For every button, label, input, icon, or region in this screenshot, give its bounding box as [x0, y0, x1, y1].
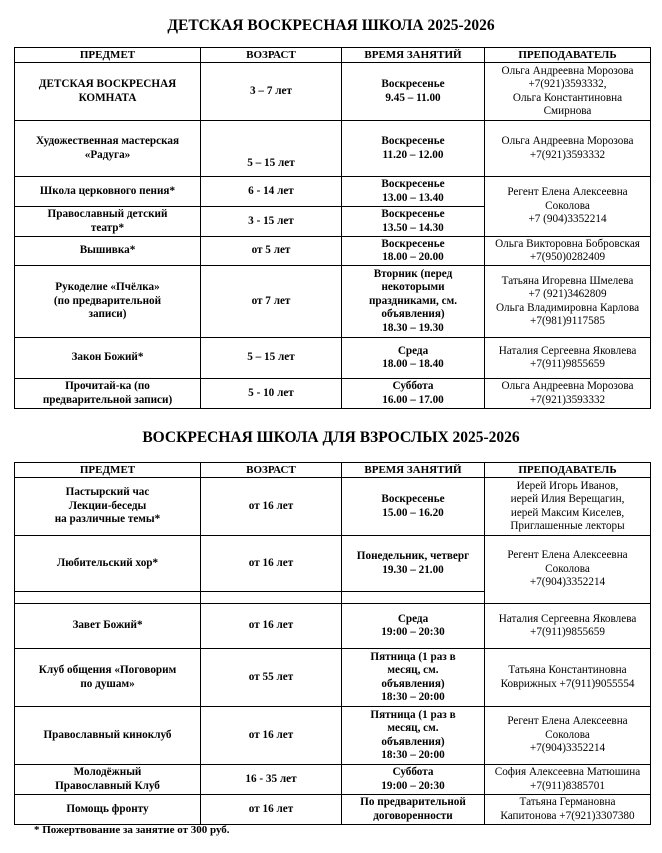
table-row	[15, 649, 651, 707]
teacher-cell: Татьяна Константиновна Коврижных +7(911)9055554	[485, 649, 651, 707]
header-time: ВРЕМЯ ЗАНЯТИЙ	[342, 463, 485, 478]
age-cell: от 16 лет	[201, 795, 342, 825]
age-cell: от 16 лет	[201, 478, 342, 536]
empty-cell	[342, 592, 485, 604]
teacher-cell: Регент Елена Алексеевна Соколова +7(904)3352214	[485, 707, 651, 765]
time-cell: Среда 18.00 – 18.40	[342, 338, 485, 379]
table-row	[15, 707, 651, 765]
subject-cell: Пастырский час Лекции-беседы на различные темы*	[15, 478, 201, 536]
table-row	[15, 604, 651, 649]
subject-cell: Художественная мастерская «Радуга»	[15, 121, 201, 177]
table-row	[15, 765, 651, 795]
children-schedule-table	[14, 47, 651, 409]
teacher-cell: Татьяна Германовна Капитонова +7(921)3307380	[485, 795, 651, 825]
header-time: ВРЕМЯ ЗАНЯТИЙ	[342, 48, 485, 63]
age-cell: 5 - 10 лет	[201, 379, 342, 409]
table-header-row	[15, 463, 651, 478]
time-cell: Вторник (перед некоторыми праздниками, см. объявления) 18.30 – 19.30	[342, 266, 485, 338]
teacher-cell: Регент Елена Алексеевна Соколова +7 (904)3352214	[485, 177, 651, 237]
table-row	[15, 478, 651, 536]
age-cell: от 16 лет	[201, 707, 342, 765]
time-cell: Воскресенье 11.20 – 12.00	[342, 121, 485, 177]
header-teacher: ПРЕПОДАВАТЕЛЬ	[485, 463, 651, 478]
teacher-cell: Татьяна Игоревна Шмелева +7 (921)3462809 Ольга Владимировна Карлова +7(981)9117585	[485, 266, 651, 338]
table-row	[15, 121, 651, 177]
age-cell: 3 – 7 лет	[201, 63, 342, 121]
header-teacher: ПРЕПОДАВАТЕЛЬ	[485, 48, 651, 63]
teacher-cell: Регент Елена Алексеевна Соколова +7(904)3352214	[485, 536, 651, 604]
time-cell: Понедельник, четверг 19.30 – 21.00	[342, 536, 485, 592]
time-cell: Пятница (1 раз в месяц, см. объявления) 18:30 – 20:00	[342, 649, 485, 707]
subject-cell: Православный детский театр*	[15, 207, 201, 237]
time-cell: Суббота 16.00 – 17.00	[342, 379, 485, 409]
time-cell: Суббота 19:00 – 20:30	[342, 765, 485, 795]
subject-cell: Клуб общения «Поговорим по душам»	[15, 649, 201, 707]
age-cell: от 7 лет	[201, 266, 342, 338]
time-cell: Воскресенье 9.45 – 11.00	[342, 63, 485, 121]
header-subject: ПРЕДМЕТ	[15, 48, 201, 63]
table-row	[15, 536, 651, 592]
donation-footnote: * Пожертвование за занятие от 300 руб.	[34, 824, 230, 836]
adult-school-title: ВОСКРЕСНАЯ ШКОЛА ДЛЯ ВЗРОСЛЫХ 2025-2026	[142, 429, 520, 446]
table-row	[15, 338, 651, 379]
subject-cell: Помощь фронту	[15, 795, 201, 825]
age-cell: от 16 лет	[201, 536, 342, 592]
table-row	[15, 63, 651, 121]
subject-cell: ДЕТСКАЯ ВОСКРЕСНАЯ КОМНАТА	[15, 63, 201, 121]
subject-cell: Православный киноклуб	[15, 707, 201, 765]
subject-cell: Прочитай-ка (по предварительной записи)	[15, 379, 201, 409]
subject-cell: Рукоделие «Пчёлка» (по предварительной записи)	[15, 266, 201, 338]
age-cell: 5 – 15 лет	[201, 338, 342, 379]
adult-schedule-table	[14, 462, 651, 825]
teacher-cell: Ольга Андреевна Морозова +7(921)3593332, Ольга Константиновна Смирнова	[485, 63, 651, 121]
teacher-cell: Наталия Сергеевна Яковлева +7(911)9855659	[485, 338, 651, 379]
subject-cell: Школа церковного пения*	[15, 177, 201, 207]
time-cell: Воскресенье 13.00 – 13.40	[342, 177, 485, 207]
time-cell: Воскресенье 13.50 – 14.30	[342, 207, 485, 237]
time-cell: По предварительной договоренности	[342, 795, 485, 825]
age-cell: 16 - 35 лет	[201, 765, 342, 795]
age-cell: 5 – 15 лет	[201, 121, 342, 177]
age-cell: от 55 лет	[201, 649, 342, 707]
table-row	[15, 177, 651, 207]
teacher-cell: Ольга Викторовна Бобровская +7(950)0282409	[485, 237, 651, 266]
header-age: ВОЗРАСТ	[201, 48, 342, 63]
table-row	[15, 237, 651, 266]
children-school-title: ДЕТСКАЯ ВОСКРЕСНАЯ ШКОЛА 2025-2026	[167, 17, 495, 34]
table-row	[15, 795, 651, 825]
empty-cell	[201, 592, 342, 604]
age-cell: от 5 лет	[201, 237, 342, 266]
time-cell: Воскресенье 18.00 – 20.00	[342, 237, 485, 266]
age-cell: 3 - 15 лет	[201, 207, 342, 237]
table-row	[15, 379, 651, 409]
subject-cell: Молодёжный Православный Клуб	[15, 765, 201, 795]
subject-cell: Вышивка*	[15, 237, 201, 266]
teacher-cell: Наталия Сергеевна Яковлева +7(911)9855659	[485, 604, 651, 649]
teacher-cell: Иерей Игорь Иванов, иерей Илия Верещагин, иерей Максим Киселев, Приглашенные лекторы	[485, 478, 651, 536]
subject-cell: Закон Божий*	[15, 338, 201, 379]
teacher-cell: София Алексеевна Матюшина +7(911)8385701	[485, 765, 651, 795]
subject-cell: Завет Божий*	[15, 604, 201, 649]
empty-cell	[15, 592, 201, 604]
teacher-cell: Ольга Андреевна Морозова +7(921)3593332	[485, 379, 651, 409]
teacher-cell: Ольга Андреевна Морозова +7(921)3593332	[485, 121, 651, 177]
table-header-row	[15, 48, 651, 63]
time-cell: Пятница (1 раз в месяц, см. объявления) 18:30 – 20:00	[342, 707, 485, 765]
header-subject: ПРЕДМЕТ	[15, 463, 201, 478]
table-row	[15, 266, 651, 338]
time-cell: Среда 19:00 – 20:30	[342, 604, 485, 649]
age-cell: 6 - 14 лет	[201, 177, 342, 207]
time-cell: Воскресенье 15.00 – 16.20	[342, 478, 485, 536]
header-age: ВОЗРАСТ	[201, 463, 342, 478]
age-cell: от 16 лет	[201, 604, 342, 649]
subject-cell: Любительский хор*	[15, 536, 201, 592]
